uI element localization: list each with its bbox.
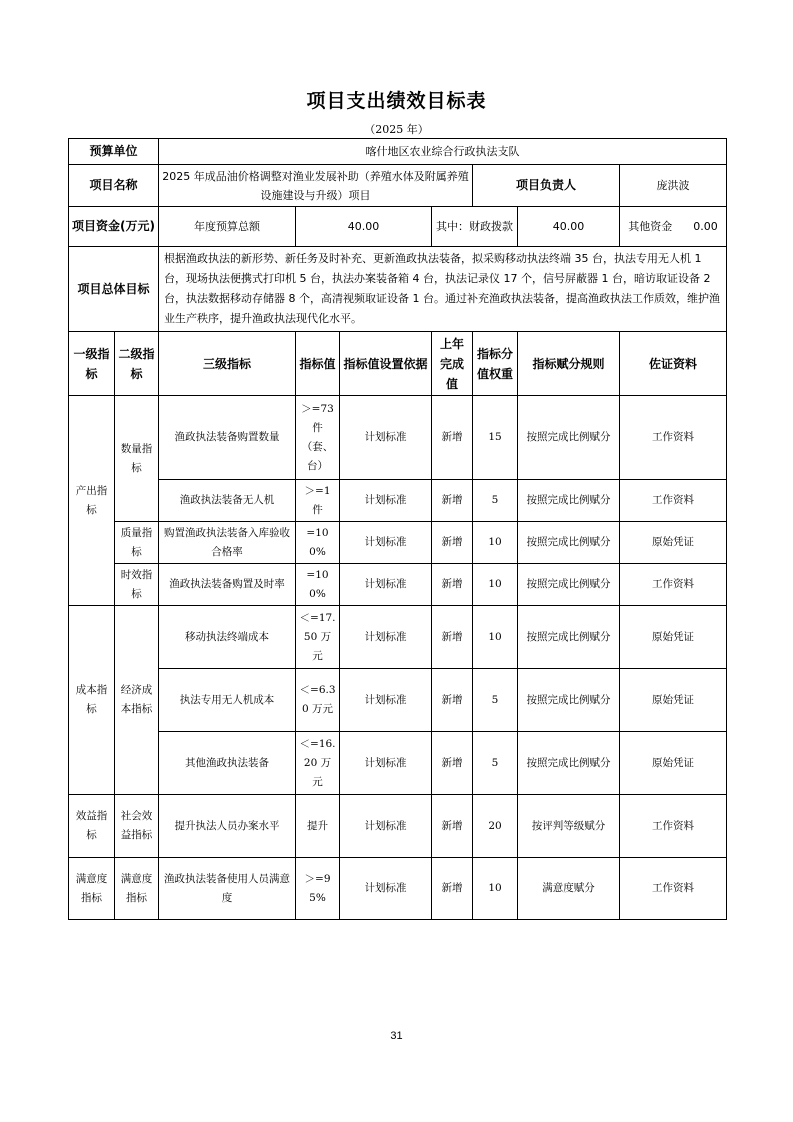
row-basis: 计划标准 — [340, 564, 432, 606]
project-name-label: 项目名称 — [69, 165, 159, 207]
row-weight: 10 — [473, 522, 518, 564]
row-basis: 计划标准 — [340, 606, 432, 669]
row-weight: 10 — [473, 858, 518, 920]
row-evidence: 原始凭证 — [620, 732, 727, 795]
page-title: 项目支出绩效目标表 — [306, 90, 487, 112]
group-quantity: 数量指标 — [115, 396, 159, 522]
row-value: =100% — [296, 564, 340, 606]
table-row — [69, 522, 727, 564]
group-output: 产出指标 — [69, 396, 115, 606]
row-evidence: 原始凭证 — [620, 522, 727, 564]
group-satisfaction: 满意度指标 — [69, 858, 115, 920]
project-name-value: 2025 年成品油价格调整对渔业发展补助（养殖水体及附属养殖设施建设与升级）项目 — [159, 165, 473, 207]
row-rule: 按照完成比例赋分 — [518, 732, 620, 795]
row-value: ＞=73 件（套、台） — [296, 396, 340, 480]
page-number: 31 — [390, 1030, 403, 1042]
annual-budget-label: 年度预算总额 — [159, 207, 296, 247]
row-value: ＜=17.50 万元 — [296, 606, 340, 669]
row-rule: 按照完成比例赋分 — [518, 480, 620, 522]
fiscal-value: 40.00 — [518, 207, 620, 247]
row-weight: 5 — [473, 732, 518, 795]
row-name: 移动执法终端成本 — [159, 606, 296, 669]
other-label: 其他资金 — [628, 220, 673, 233]
row-basis: 计划标准 — [340, 396, 432, 480]
row-rule: 按照完成比例赋分 — [518, 564, 620, 606]
row-name: 渔政执法装备购置及时率 — [159, 564, 296, 606]
group-satisfaction-sub: 满意度指标 — [115, 858, 159, 920]
table-row — [69, 606, 727, 669]
row-name: 购置渔政执法装备入库验收合格率 — [159, 522, 296, 564]
header-rule: 指标赋分规则 — [518, 332, 620, 396]
row-name: 渔政执法装备使用人员满意度 — [159, 858, 296, 920]
row-last: 新增 — [432, 396, 473, 480]
row-basis: 计划标准 — [340, 522, 432, 564]
table-row — [69, 795, 727, 858]
budget-unit-row — [69, 139, 727, 165]
row-last: 新增 — [432, 858, 473, 920]
row-rule: 按照完成比例赋分 — [518, 606, 620, 669]
group-social-benefit: 社会效益指标 — [115, 795, 159, 858]
row-name: 渔政执法装备购置数量 — [159, 396, 296, 480]
table-row — [69, 480, 727, 522]
row-name: 渔政执法装备无人机 — [159, 480, 296, 522]
row-last: 新增 — [432, 732, 473, 795]
row-weight: 10 — [473, 564, 518, 606]
row-value: ＜=6.30 万元 — [296, 669, 340, 732]
row-last: 新增 — [432, 669, 473, 732]
table-row — [69, 564, 727, 606]
header-last-year: 上年完成值 — [432, 332, 473, 396]
manager-label: 项目负责人 — [473, 165, 620, 207]
row-value: ＜=16.20 万元 — [296, 732, 340, 795]
group-cost: 成本指标 — [69, 606, 115, 795]
row-evidence: 工作资料 — [620, 564, 727, 606]
year-label: （2025 年） — [364, 123, 429, 136]
header-row — [69, 332, 727, 396]
row-weight: 20 — [473, 795, 518, 858]
group-benefit: 效益指标 — [69, 795, 115, 858]
row-evidence: 工作资料 — [620, 396, 727, 480]
project-name-row — [69, 165, 727, 207]
table-row — [69, 858, 727, 920]
performance-table — [68, 138, 727, 920]
row-last: 新增 — [432, 606, 473, 669]
overall-goal-label: 项目总体目标 — [69, 247, 159, 332]
row-rule: 按照完成比例赋分 — [518, 396, 620, 480]
header-level2: 二级指标 — [115, 332, 159, 396]
row-basis: 计划标准 — [340, 732, 432, 795]
row-evidence: 原始凭证 — [620, 606, 727, 669]
row-value: =100% — [296, 522, 340, 564]
header-weight: 指标分值权重 — [473, 332, 518, 396]
header-level1: 一级指标 — [69, 332, 115, 396]
row-rule: 按评判等级赋分 — [518, 795, 620, 858]
budget-unit-label: 预算单位 — [69, 139, 159, 165]
row-basis: 计划标准 — [340, 480, 432, 522]
annual-budget-value: 40.00 — [296, 207, 432, 247]
row-rule: 按照完成比例赋分 — [518, 669, 620, 732]
row-name: 执法专用无人机成本 — [159, 669, 296, 732]
header-evidence: 佐证资料 — [620, 332, 727, 396]
fiscal-label: 其中：财政拨款 — [432, 207, 518, 247]
row-weight: 5 — [473, 480, 518, 522]
manager-value: 庞洪波 — [620, 165, 727, 207]
header-basis: 指标值设置依据 — [340, 332, 432, 396]
row-value: ＞=95% — [296, 858, 340, 920]
budget-unit-value: 喀什地区农业综合行政执法支队 — [159, 139, 727, 165]
overall-goal-text: 根据渔政执法的新形势、新任务及时补充、更新渔政执法装备，拟采购移动执法终端 35 台，执法专用无人机 1 台，现场执法便携式打印机 5 台，执法办案装备箱 4 台，执法记录仪 17 个，信号屏蔽器 1 台，暗访取证设备 2 台，执法数据移动存储器 8 个，高清视频取证设备 1 台。通过补充渔政执法装备，提高渔政执法工作质效，维护渔业生产秩序，提升渔政执法现代化水平。 — [159, 247, 727, 332]
table-row — [69, 396, 727, 480]
row-value: 提升 — [296, 795, 340, 858]
row-last: 新增 — [432, 564, 473, 606]
row-basis: 计划标准 — [340, 858, 432, 920]
table-row — [69, 732, 727, 795]
funds-label: 项目资金(万元) — [69, 207, 159, 247]
other-funds — [620, 207, 727, 247]
row-evidence: 工作资料 — [620, 795, 727, 858]
group-quality: 质量指标 — [115, 522, 159, 564]
header-level3: 三级指标 — [159, 332, 296, 396]
row-last: 新增 — [432, 522, 473, 564]
row-weight: 5 — [473, 669, 518, 732]
row-name: 其他渔政执法装备 — [159, 732, 296, 795]
row-last: 新增 — [432, 795, 473, 858]
row-name: 提升执法人员办案水平 — [159, 795, 296, 858]
row-evidence: 工作资料 — [620, 480, 727, 522]
row-basis: 计划标准 — [340, 669, 432, 732]
row-evidence: 工作资料 — [620, 858, 727, 920]
row-weight: 10 — [473, 606, 518, 669]
row-basis: 计划标准 — [340, 795, 432, 858]
group-economic-cost: 经济成本指标 — [115, 606, 159, 795]
other-value: 0.00 — [693, 220, 718, 233]
row-rule: 满意度赋分 — [518, 858, 620, 920]
row-evidence: 原始凭证 — [620, 669, 727, 732]
row-value: ＞=1 件 — [296, 480, 340, 522]
row-weight: 15 — [473, 396, 518, 480]
row-rule: 按照完成比例赋分 — [518, 522, 620, 564]
table-row — [69, 669, 727, 732]
group-timeliness: 时效指标 — [115, 564, 159, 606]
overall-goal-row — [69, 247, 727, 332]
funds-row — [69, 207, 727, 247]
header-value: 指标值 — [296, 332, 340, 396]
row-last: 新增 — [432, 480, 473, 522]
